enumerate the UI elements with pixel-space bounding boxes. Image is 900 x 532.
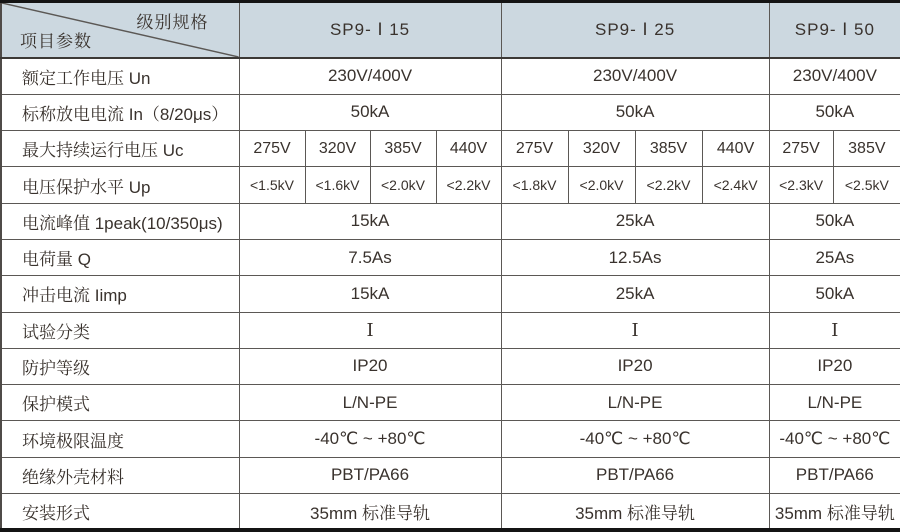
table-row: [1, 494, 900, 530]
table-row: [1, 131, 900, 167]
corner-top-label: 级别规格: [136, 13, 209, 32]
table-header-row: [1, 2, 900, 58]
value-cell: 50kA: [769, 276, 900, 312]
value-cell: 320V: [568, 131, 635, 167]
column-header-sp9-i50: SP9- Ⅰ 50: [769, 2, 900, 58]
value-cell: 320V: [305, 131, 370, 167]
value-cell: 50kA: [769, 94, 900, 130]
column-header-sp9-i25: SP9- Ⅰ 25: [501, 2, 769, 58]
value-cell: 12.5As: [501, 239, 769, 275]
value-cell: Ⅰ: [239, 312, 501, 348]
value-cell: <2.5kV: [833, 167, 900, 203]
value-cell: 25kA: [501, 203, 769, 239]
value-cell: <2.2kV: [436, 167, 501, 203]
value-cell: 385V: [833, 131, 900, 167]
value-cell: -40℃ ~ +80℃: [501, 421, 769, 457]
value-cell: 230V/400V: [501, 58, 769, 94]
value-cell: PBT/PA66: [501, 457, 769, 493]
table-row: [1, 348, 900, 384]
table-row: [1, 457, 900, 493]
value-cell: 35mm 标准导轨: [239, 494, 501, 530]
value-cell: 440V: [702, 131, 769, 167]
value-cell: <1.5kV: [239, 167, 305, 203]
value-cell: IP20: [239, 348, 501, 384]
table-row: [1, 167, 900, 203]
param-label: 最大持续运行电压 Uc: [1, 131, 239, 167]
value-cell: IP20: [769, 348, 900, 384]
value-cell: <1.6kV: [305, 167, 370, 203]
value-cell: <1.8kV: [501, 167, 568, 203]
value-cell: 230V/400V: [239, 58, 501, 94]
value-cell: 15kA: [239, 276, 501, 312]
param-label: 冲击电流 Iimp: [1, 276, 239, 312]
table-row: [1, 385, 900, 421]
value-cell: 230V/400V: [769, 58, 900, 94]
value-cell: Ⅰ: [769, 312, 900, 348]
value-cell: <2.2kV: [635, 167, 702, 203]
column-header-sp9-i15: SP9- Ⅰ 15: [239, 2, 501, 58]
table-row: [1, 421, 900, 457]
value-cell: 25kA: [501, 276, 769, 312]
value-cell: 15kA: [239, 203, 501, 239]
value-cell: 50kA: [769, 203, 900, 239]
value-cell: L/N-PE: [501, 385, 769, 421]
param-label: 电压保护水平 Up: [1, 167, 239, 203]
corner-bottom-label: 项目参数: [20, 31, 92, 51]
value-cell: L/N-PE: [239, 385, 501, 421]
value-cell: 385V: [370, 131, 436, 167]
value-cell: 25As: [769, 239, 900, 275]
value-cell: -40℃ ~ +80℃: [769, 421, 900, 457]
value-cell: 275V: [501, 131, 568, 167]
param-label: 安装形式: [1, 494, 239, 530]
value-cell: IP20: [501, 348, 769, 384]
value-cell: 35mm 标准导轨: [769, 494, 900, 530]
value-cell: <2.0kV: [370, 167, 436, 203]
value-cell: <2.0kV: [568, 167, 635, 203]
param-label: 电流峰值 1peak(10/350μs): [1, 203, 239, 239]
param-label: 标称放电电流 In（8/20μs）: [1, 94, 239, 130]
value-cell: <2.4kV: [702, 167, 769, 203]
param-label: 防护等级: [1, 348, 239, 384]
param-label: 绝缘外壳材料: [1, 457, 239, 493]
param-label: 电荷量 Q: [1, 239, 239, 275]
value-cell: 275V: [239, 131, 305, 167]
value-cell: 440V: [436, 131, 501, 167]
value-cell: L/N-PE: [769, 385, 900, 421]
table-row: [1, 94, 900, 130]
value-cell: 35mm 标准导轨: [501, 494, 769, 530]
table-row: [1, 312, 900, 348]
table-row: [1, 276, 900, 312]
corner-header-cell: [1, 2, 239, 58]
value-cell: 275V: [769, 131, 833, 167]
param-label: 试验分类: [1, 312, 239, 348]
value-cell: -40℃ ~ +80℃: [239, 421, 501, 457]
param-label: 环境极限温度: [1, 421, 239, 457]
param-label: 额定工作电压 Un: [1, 58, 239, 94]
value-cell: <2.3kV: [769, 167, 833, 203]
value-cell: 385V: [635, 131, 702, 167]
value-cell: 50kA: [239, 94, 501, 130]
value-cell: Ⅰ: [501, 312, 769, 348]
value-cell: 7.5As: [239, 239, 501, 275]
param-label: 保护模式: [1, 385, 239, 421]
value-cell: PBT/PA66: [769, 457, 900, 493]
value-cell: PBT/PA66: [239, 457, 501, 493]
value-cell: 50kA: [501, 94, 769, 130]
table-row: [1, 203, 900, 239]
table-row: [1, 239, 900, 275]
table-row: [1, 58, 900, 94]
